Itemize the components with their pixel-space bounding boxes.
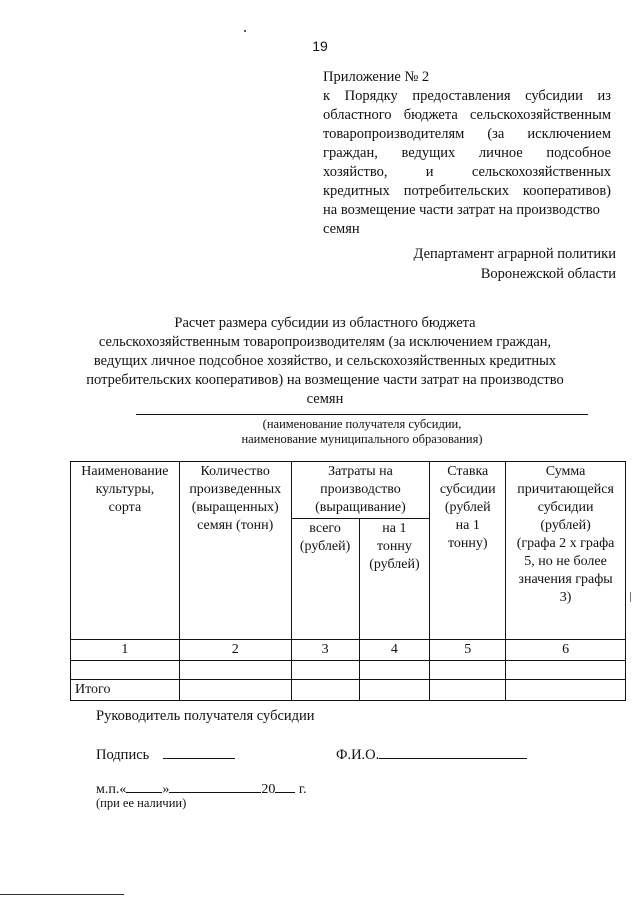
appendix-line: областного бюджета сельскохозяйственным xyxy=(323,107,611,123)
fio-group xyxy=(336,744,527,764)
calc-title-line: ведущих личное подсобное хозяйство, и сельскохозяйственных кредитных xyxy=(93,353,557,369)
column-number: 1 xyxy=(71,640,180,661)
total-label: Итого xyxy=(71,680,180,701)
table-cell xyxy=(179,680,291,701)
table-cell xyxy=(359,661,430,680)
appendix-line: товаропроизводителям (за исключением xyxy=(323,126,611,142)
footer-rule xyxy=(0,894,124,895)
table-cell xyxy=(179,661,291,680)
sign-blank xyxy=(163,744,235,759)
department-region: Воронежской области xyxy=(480,266,616,282)
department-name: Департамент аграрной политики xyxy=(413,246,616,262)
table-cell xyxy=(506,680,626,701)
table-cell xyxy=(359,680,430,701)
header-costs-group: Затраты на производство (выращивание) xyxy=(291,462,430,519)
appendix-line: семян xyxy=(323,221,360,237)
fio-label: Ф.И.О. xyxy=(336,747,380,763)
scan-speck xyxy=(244,30,246,32)
recipient-caption-line: наименование муниципального образования) xyxy=(241,432,483,446)
column-number: 3 xyxy=(291,640,359,661)
table-cell xyxy=(430,661,506,680)
signature-heading: Руководитель получателя субсидии xyxy=(96,708,315,724)
table-cell xyxy=(71,661,180,680)
header-quantity: Количество произведенных (выращенных) семян (тонн) xyxy=(179,462,291,640)
appendix-line: кредитных потребительских кооперативов) xyxy=(323,183,611,199)
calc-title-line: семян xyxy=(306,391,344,407)
appendix-line: граждан, ведущих личное подсобное xyxy=(323,145,611,161)
recipient-caption xyxy=(136,417,588,447)
table-total-row xyxy=(71,680,626,701)
table-cell xyxy=(430,680,506,701)
year-suffix: г. xyxy=(298,782,307,797)
appendix-header xyxy=(323,68,611,239)
recipient-blank-line xyxy=(136,414,588,415)
column-number: 6 xyxy=(506,640,626,661)
appendix-line: к Порядку предоставления субсидии из xyxy=(323,88,611,104)
calc-title-line: Расчет размера субсидии из областного бюджета xyxy=(174,315,476,331)
department-block xyxy=(414,244,616,284)
column-number: 4 xyxy=(359,640,430,661)
page-number: 19 xyxy=(312,38,328,54)
recipient-caption-line: (наименование получателя субсидии, xyxy=(262,417,462,431)
table-cell xyxy=(291,661,359,680)
table-row-empty xyxy=(71,661,626,680)
mp-mid: » xyxy=(162,782,170,797)
day-blank xyxy=(126,778,162,793)
table-cell xyxy=(291,680,359,701)
stamp-note: (при ее наличии) xyxy=(96,796,187,810)
table-cell xyxy=(506,661,626,680)
calc-title-line: сельскохозяйственным товаропроизводителям (за исключением граждан, xyxy=(98,334,552,350)
column-number: 5 xyxy=(430,640,506,661)
header-costs-total: всего (рублей) xyxy=(291,519,359,640)
year-blank xyxy=(275,778,295,793)
column-numbers-row xyxy=(71,640,626,661)
scan-mark xyxy=(630,592,631,602)
table-header-row xyxy=(71,462,626,519)
year-prefix: 20 xyxy=(261,782,276,797)
subsidy-table xyxy=(70,461,626,701)
signature-line xyxy=(96,744,636,766)
header-costs-per-ton: на 1 тонну (рублей) xyxy=(359,519,430,640)
appendix-title: Приложение № 2 xyxy=(323,69,430,85)
header-crop: Наименование культуры, сорта xyxy=(71,462,180,640)
calculation-title xyxy=(40,314,610,409)
header-amount: Сумма причитающейся субсидии (рублей) (графа 2 х графа 5, но не более значения графы 3) xyxy=(506,462,626,640)
stamp-date-line xyxy=(96,778,307,798)
mp-prefix: м.п.« xyxy=(96,782,127,797)
calc-title-line: потребительских кооперативов) на возмещение части затрат на производство xyxy=(86,372,564,388)
appendix-line: на возмещение части затрат на производство xyxy=(323,202,600,218)
column-number: 2 xyxy=(179,640,291,661)
month-blank xyxy=(169,778,261,793)
fio-blank xyxy=(379,744,527,759)
sign-label: Подпись xyxy=(96,747,150,763)
header-rate: Ставка субсидии (рублей на 1 тонну) xyxy=(430,462,506,640)
appendix-line: хозяйство, и сельскохозяйственных xyxy=(323,164,611,180)
